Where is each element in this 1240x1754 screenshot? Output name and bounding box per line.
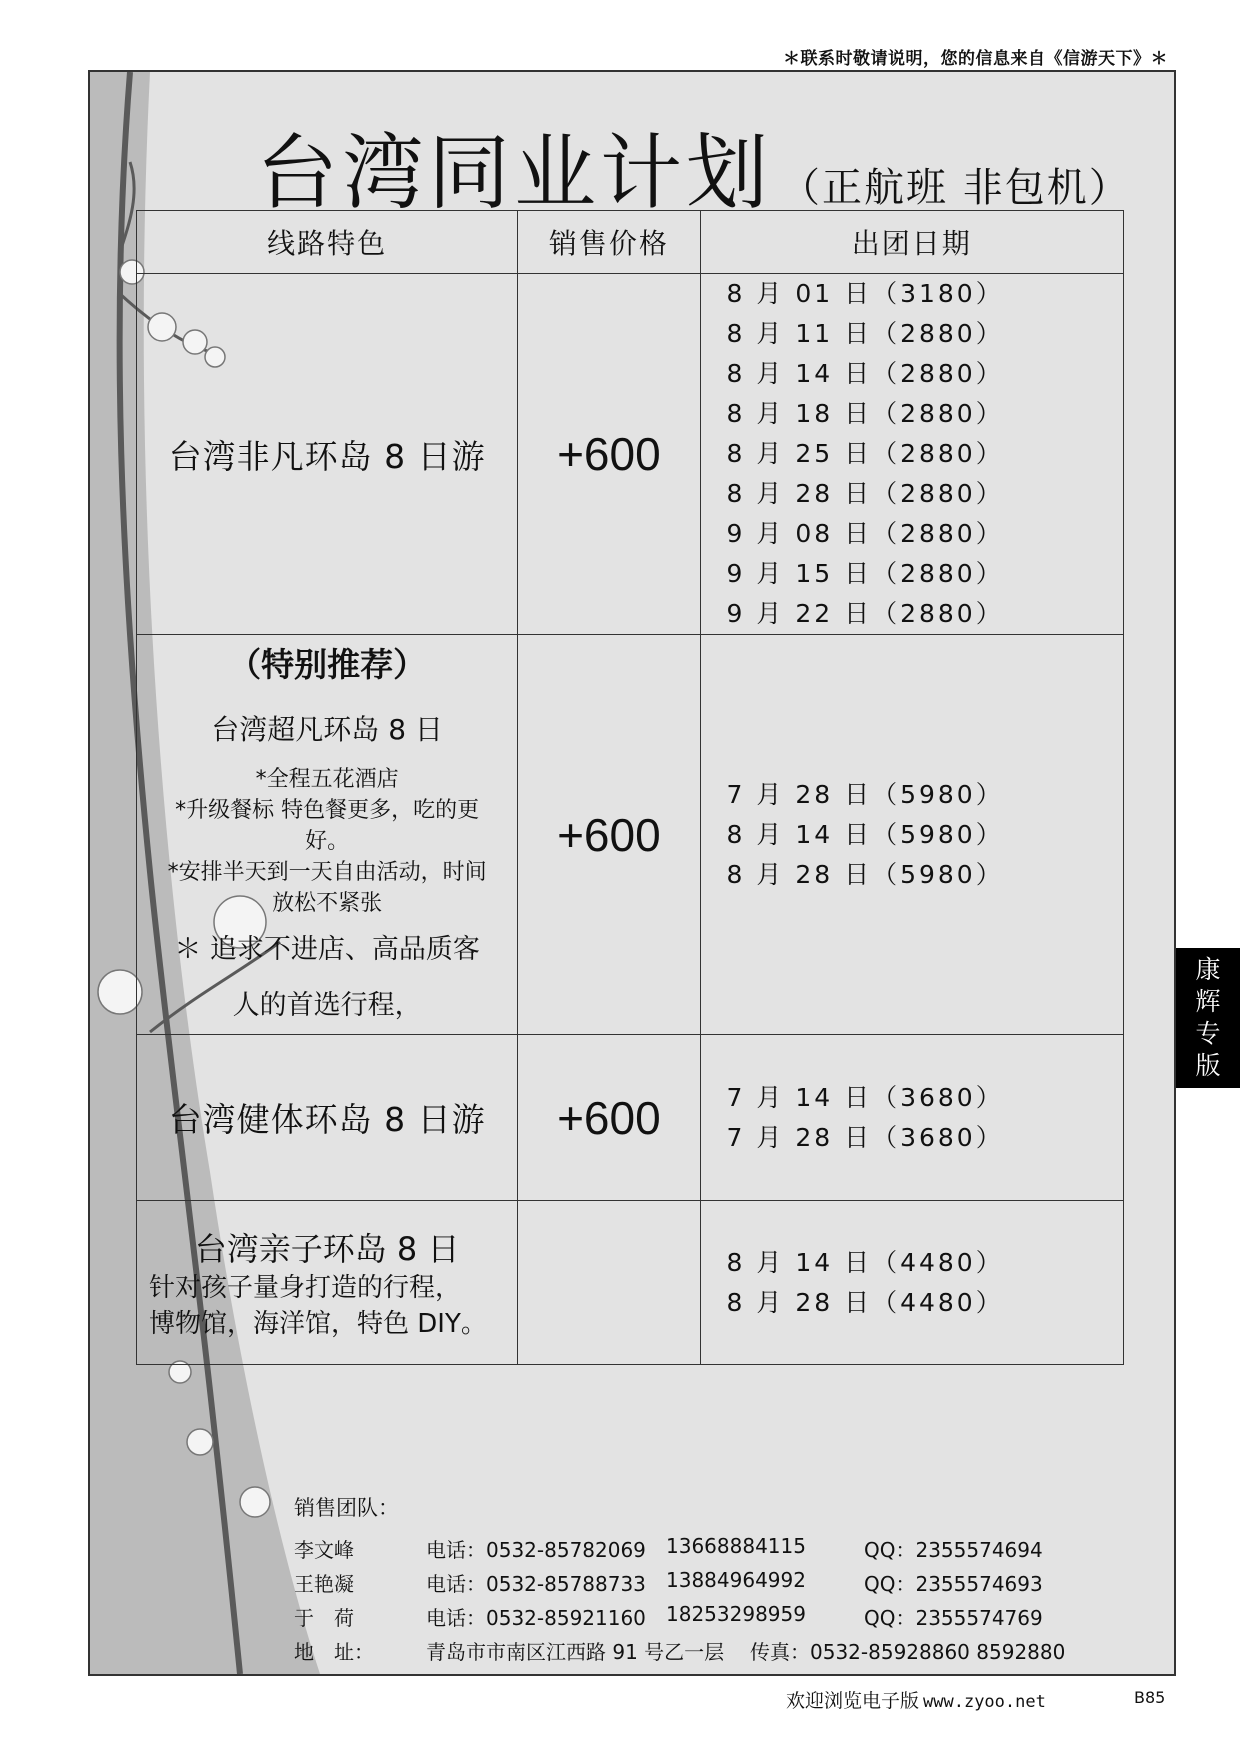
route-name: 台湾健体环岛 8 日游 — [137, 1035, 518, 1201]
date-list — [700, 1201, 1123, 1365]
price: +600 — [518, 1035, 700, 1201]
route-name: 台湾亲子环岛 8 日 — [194, 1229, 460, 1268]
tab-char: 专 — [1195, 1019, 1221, 1048]
address-row — [294, 1636, 1114, 1670]
feature-line: 针对孩子量身打造的行程， — [149, 1272, 462, 1303]
kanghui-section-tab — [1176, 948, 1240, 1088]
member-mobile: 13668884115 — [666, 1534, 806, 1558]
feature-line: *升级餐标 特色餐更多，吃的更 — [175, 797, 480, 823]
date-item: 8 月 11 日（2880） — [726, 319, 1004, 348]
date-item: 8 月 25 日（2880） — [726, 439, 1004, 468]
team-title: 销售团队： — [294, 1496, 399, 1520]
date-item: 7 月 14 日（3680） — [726, 1082, 1004, 1112]
price: +600 — [518, 274, 700, 635]
table-row — [137, 1035, 1124, 1201]
route-name: 台湾非凡环岛 8 日游 — [137, 274, 518, 635]
date-item: 8 月 28 日（2880） — [726, 479, 1004, 508]
feature-line: *安排半天到一天自由活动，时间 — [167, 859, 487, 885]
member-name: 李文峰 — [294, 1538, 354, 1562]
date-item: 9 月 08 日（2880） — [726, 519, 1004, 548]
member-qq: QQ：2355574694 — [864, 1538, 1043, 1562]
footer — [786, 1686, 1046, 1713]
member-mobile: 18253298959 — [666, 1602, 806, 1626]
date-item: 8 月 14 日（5980） — [726, 819, 1004, 849]
team-member-row — [294, 1602, 1114, 1636]
header-note: ＊联系时敬请说明，您的信息来自《信游天下》＊ — [783, 49, 1168, 69]
feature-line: 人的首选行程， — [232, 989, 422, 1021]
team-member-row — [294, 1568, 1114, 1602]
route-cell — [137, 635, 518, 1035]
table-row — [137, 274, 1124, 635]
fax: 传真：0532-85928860 8592880 — [750, 1640, 1066, 1664]
date-item: 8 月 28 日（5980） — [726, 859, 1004, 889]
date-item: 7 月 28 日（5980） — [726, 779, 1004, 809]
table-row — [137, 1201, 1124, 1365]
price-empty — [518, 1201, 700, 1365]
table-header-row — [137, 211, 1124, 274]
tab-char: 版 — [1195, 1051, 1221, 1080]
date-item: 8 月 18 日（2880） — [726, 399, 1004, 428]
date-item: 9 月 15 日（2880） — [726, 559, 1004, 588]
address: 青岛市市南区江西路 91 号乙一层 — [426, 1640, 725, 1664]
member-name: 王艳凝 — [294, 1572, 354, 1596]
flyer-panel — [88, 70, 1176, 1676]
date-item: 7 月 28 日（3680） — [726, 1122, 1004, 1152]
title-main: 台湾同业计划 — [256, 126, 773, 221]
footer-welcome: 欢迎浏览电子版 — [786, 1690, 920, 1712]
date-item: 8 月 28 日（4480） — [726, 1287, 1004, 1317]
date-item: 9 月 22 日（2880） — [726, 599, 1004, 628]
date-list — [700, 1035, 1123, 1201]
title-sub: （正航班 非包机） — [780, 165, 1131, 211]
date-item: 8 月 01 日（3180） — [726, 279, 1004, 308]
member-phone: 电话：0532-85788733 — [426, 1572, 646, 1596]
page-number: B85 — [1134, 1688, 1166, 1707]
member-qq: QQ：2355574769 — [864, 1606, 1043, 1630]
member-phone: 电话：0532-85921160 — [426, 1606, 646, 1630]
feature-line: 好。 — [305, 828, 350, 854]
feature-line: 放松不紧张 — [272, 890, 383, 916]
header-route: 线路特色 — [137, 211, 518, 274]
header-price: 销售价格 — [518, 211, 700, 274]
price: +600 — [518, 635, 700, 1035]
feature-line: ＊ 追求不进店、高品质客 — [174, 933, 480, 965]
feature-line: *全程五花酒店 — [255, 766, 399, 792]
date-list — [700, 274, 1123, 635]
member-qq: QQ：2355574693 — [864, 1572, 1043, 1596]
header-dates: 出团日期 — [700, 211, 1123, 274]
footer-url[interactable]: www.zyoo.net — [923, 1692, 1046, 1712]
member-mobile: 13884964992 — [666, 1568, 806, 1592]
feature-line: 博物馆，海洋馆，特色 DIY。 — [149, 1308, 487, 1339]
page-title — [256, 108, 1131, 225]
date-item: 8 月 14 日（2880） — [726, 359, 1004, 388]
tab-char: 康 — [1195, 955, 1221, 984]
date-item: 8 月 14 日（4480） — [726, 1247, 1004, 1277]
member-name: 于 荷 — [294, 1606, 354, 1630]
route-name: 台湾超凡环岛 8 日 — [211, 712, 443, 746]
tour-plan-table — [136, 210, 1124, 1365]
address-label: 地 址： — [294, 1640, 374, 1664]
tab-char: 辉 — [1195, 987, 1221, 1016]
date-list — [700, 635, 1123, 1035]
route-cell — [137, 1201, 518, 1365]
sales-team — [294, 1492, 1114, 1670]
team-member-row — [294, 1534, 1114, 1568]
table-row — [137, 635, 1124, 1035]
recommend-tag: （特别推荐） — [228, 644, 427, 684]
member-phone: 电话：0532-85782069 — [426, 1538, 646, 1562]
